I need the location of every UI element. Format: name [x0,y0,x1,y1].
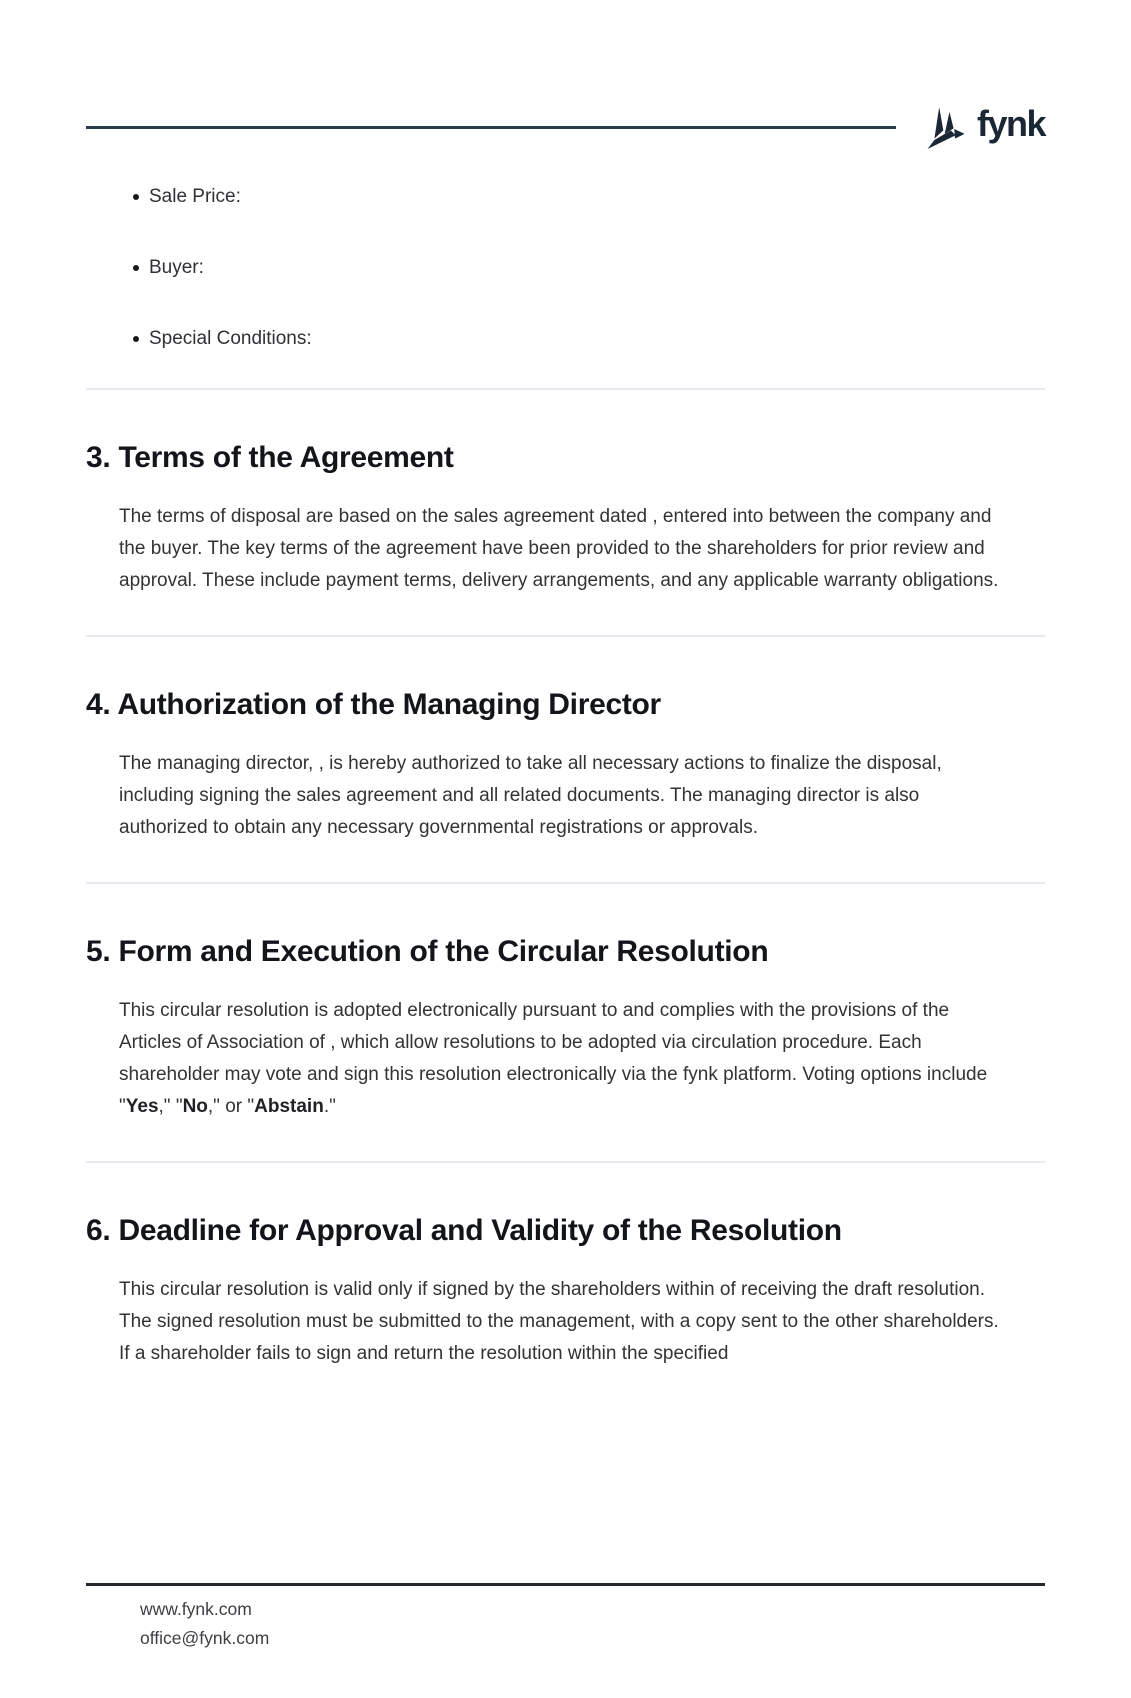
section-heading: 5. Form and Execution of the Circular Resolution [86,935,769,968]
section-heading: 6. Deadline for Approval and Validity of the Resolution [86,1214,842,1247]
section-terms-of-agreement [86,442,1045,597]
footer-contact [140,1595,1045,1653]
brand-wordmark: fynk [976,103,1045,144]
bullet-icon [133,194,139,200]
section-heading: 4. Authorization of the Managing Director [86,688,661,721]
origami-bird-icon [920,101,968,153]
list-item-buyer [133,257,1045,279]
fynk-logo [920,101,1045,153]
bullet-label: Buyer: [149,257,204,278]
list-item-sale-price [133,186,1045,208]
footer-rule [86,1583,1045,1586]
bullet-list [133,186,1045,350]
page-footer [86,1583,1045,1653]
section-divider [86,1161,1045,1163]
section-deadline-validity [86,1215,1045,1370]
page-header [86,98,1045,156]
section-divider [86,635,1045,637]
section-body: The managing director, , is hereby authorized to take all necessary actions to finalize the disposal, including signing the sales agreement and all related documents. The managing director is also authorized to obtain any necessary governmental registrations or approvals. [119,753,942,838]
bullet-icon [133,265,139,271]
footer-email: office@fynk.com [140,1628,270,1648]
list-item-special-conditions [133,328,1045,350]
section-form-execution-resolution [86,936,1045,1123]
section-body: This circular resolution is valid only if signed by the shareholders within of receiving the draft resolution. The signed resolution must be submitted to the management, with a copy sent to the other shareholders. If a shareholder fails to sign and return the resolution within the specified [119,1279,999,1364]
section-body: This circular resolution is adopted electronically pursuant to and complies with the provisions of the Articles of Association of , which allow resolutions to be adopted via circulation procedure. Each shareholder may vote and sign this resolution electronically via the fynk platform. Voting options include "Yes," "No," or "Abstain." [119,1000,988,1117]
section-divider [86,882,1045,884]
header-rule [86,126,896,129]
bullet-label: Special Conditions: [149,328,312,349]
section-body: The terms of disposal are based on the sales agreement dated , entered into between the company and the buyer. The key terms of the agreement have been provided to the shareholders for prior review and approval. These include payment terms, delivery arrangements, and any applicable warranty obligations. [119,506,999,591]
document-page [0,98,1131,1698]
section-heading: 3. Terms of the Agreement [86,441,454,474]
section-divider [86,388,1045,390]
section-authorization-managing-director [86,689,1045,844]
footer-website: www.fynk.com [140,1599,252,1619]
bullet-label: Sale Price: [149,186,241,207]
bullet-icon [133,336,139,342]
